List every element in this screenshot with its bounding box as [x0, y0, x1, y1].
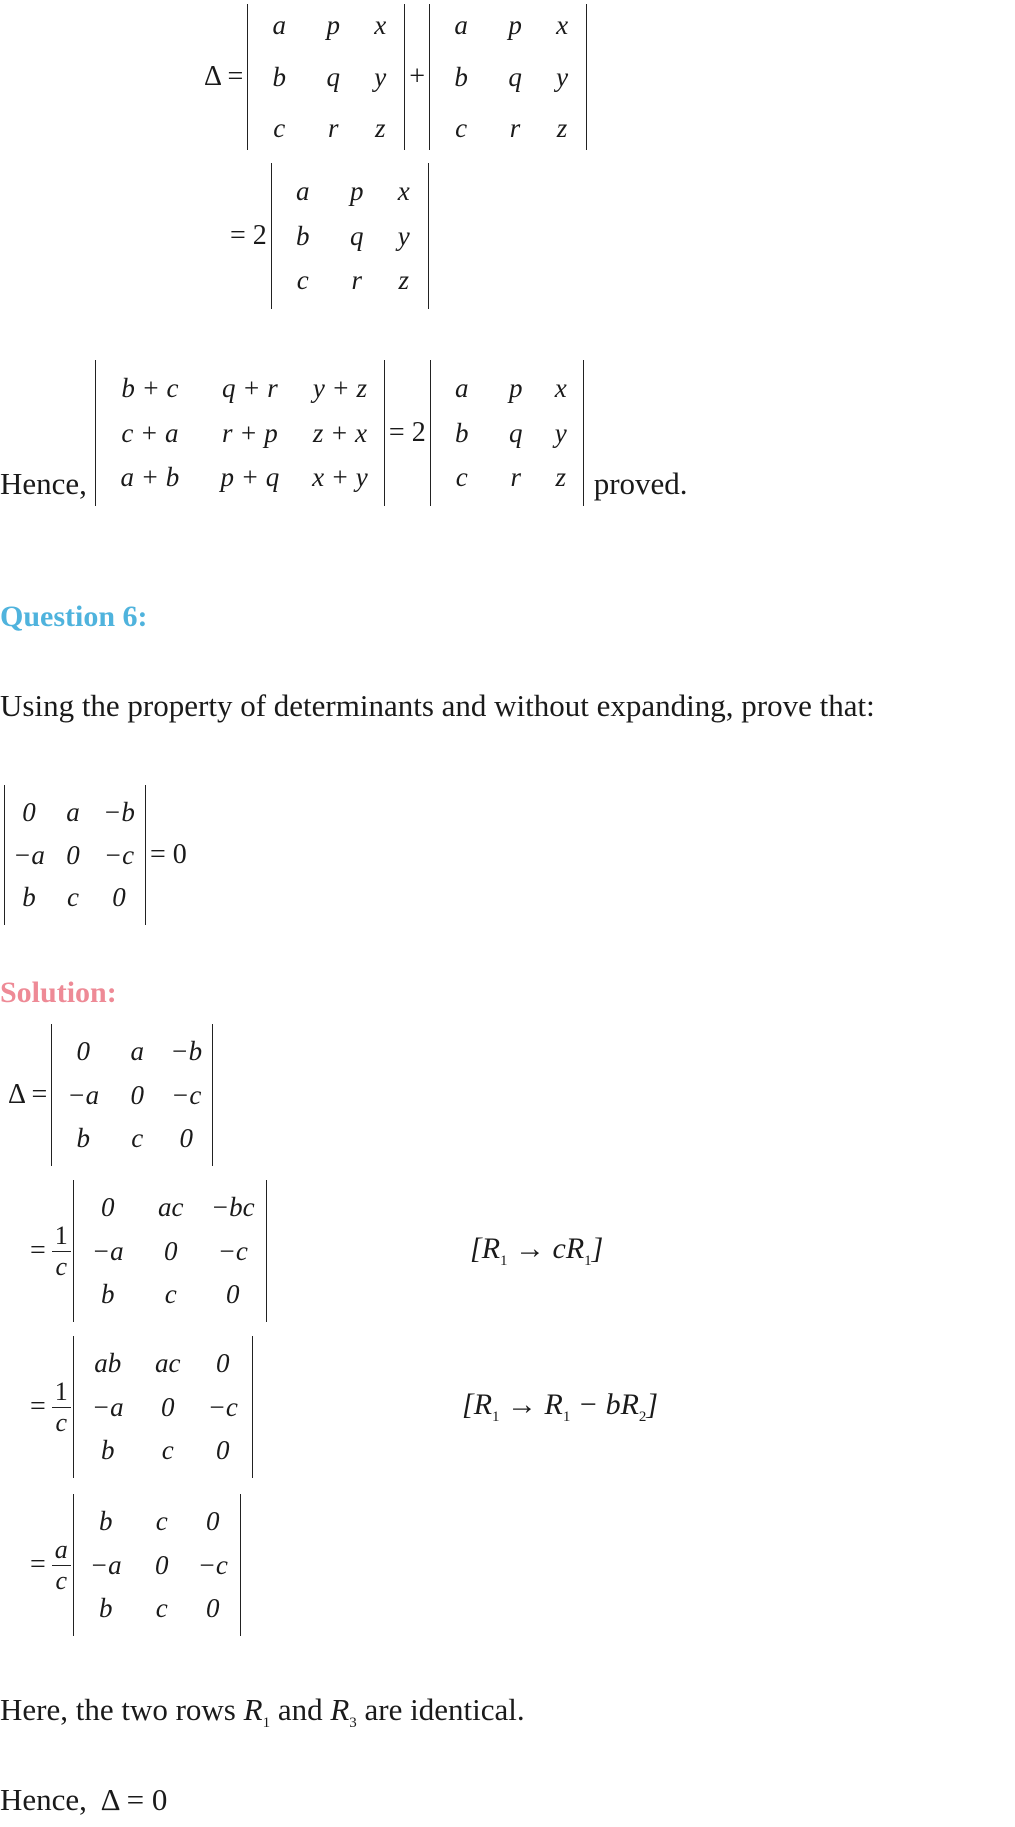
equation-delta-sum [200, 4, 587, 150]
determinant-entry: −c [197, 1549, 228, 1580]
determinant-entry: c [131, 1122, 144, 1153]
row-symbol: R [544, 1388, 563, 1421]
final-conclusion [0, 1782, 167, 1818]
determinant-entry: 0 [216, 1348, 230, 1379]
determinant-entry: 0 [206, 1506, 220, 1537]
determinant-entry: 0 [226, 1278, 240, 1309]
determinant-entry: z [556, 112, 568, 143]
determinant-entry: −b [103, 796, 135, 827]
determinant-entry: a [272, 10, 287, 41]
row-symbol: cR [552, 1232, 585, 1265]
determinant-entry: b [101, 1278, 115, 1309]
question-heading: Question 6: [0, 600, 148, 633]
subscript: 1 [262, 1715, 271, 1732]
fraction [52, 1377, 71, 1438]
determinant-entry: 0 [206, 1592, 220, 1623]
determinant-entry: p [350, 176, 364, 207]
fraction-denominator: c [55, 1407, 68, 1437]
determinant-entry: q + r [222, 373, 278, 404]
determinant-entry: 0 [216, 1434, 230, 1465]
determinant-entry: −bc [210, 1192, 255, 1223]
determinant-entry: r [328, 112, 339, 143]
fraction-denominator: c [55, 1251, 68, 1281]
determinant-entry: z [398, 264, 410, 295]
determinant-entry: 0 [76, 1036, 91, 1067]
determinant-entry: x + y [312, 461, 368, 492]
determinant-entry: a [130, 1036, 145, 1067]
subscript: 3 [349, 1715, 357, 1732]
fraction-denominator: c [55, 1565, 68, 1595]
determinant-entry: a + b [120, 461, 180, 492]
determinant-entry: q [350, 220, 364, 251]
determinant-entry: q [326, 61, 341, 92]
determinant-entry: −c [103, 839, 135, 870]
conclusion-hence-proved [0, 360, 688, 506]
determinant-entry: b [76, 1122, 91, 1153]
determinant-entry: y [556, 61, 569, 92]
determinant [73, 1336, 253, 1478]
determinant [73, 1180, 267, 1322]
subscript: 1 [500, 1253, 508, 1269]
determinant-entry: r [509, 112, 521, 143]
determinant-entry: c [155, 1592, 168, 1623]
determinant-entry: 0 [164, 1235, 178, 1266]
determinant-entry: 0 [130, 1079, 145, 1110]
determinant-entry: b [272, 61, 287, 92]
row-symbol: R [481, 1232, 501, 1265]
fraction-numerator: a [52, 1535, 71, 1566]
determinant-entry: b [99, 1592, 113, 1623]
identical-rows-remark [0, 1692, 525, 1741]
determinant [271, 163, 429, 309]
solution-step-1 [4, 1024, 213, 1166]
determinant-entry: y [397, 220, 410, 251]
determinant-entry: x [374, 10, 387, 41]
determinant-entry: ac [158, 1192, 184, 1223]
remark-text: are identical. [364, 1692, 525, 1727]
row-symbol: − bR [570, 1388, 639, 1421]
fraction-numerator: 1 [52, 1377, 71, 1408]
determinant-entry: x [556, 10, 569, 41]
determinant-entry: a [454, 373, 469, 404]
determinant-entry: 0 [22, 796, 36, 827]
determinant-entry: r [510, 461, 521, 492]
subscript: 1 [584, 1253, 592, 1269]
determinant-entry: b [99, 1506, 113, 1537]
determinant-entry: c + a [121, 417, 179, 448]
determinant-entry: p [508, 10, 522, 41]
subscript: 1 [492, 1409, 500, 1425]
determinant-entry: b [101, 1434, 115, 1465]
row-symbol: R [243, 1692, 263, 1727]
determinant-entry: z [375, 112, 386, 143]
determinant [95, 360, 385, 506]
determinant-entry: −a [91, 1235, 124, 1266]
equals-two: = 2 [230, 220, 267, 251]
solution-step-2 [26, 1180, 267, 1322]
determinant-entry: q [508, 61, 522, 92]
equals-zero: = 0 [150, 839, 187, 870]
hence-label: Hence, [0, 466, 87, 501]
plus-sign: + [409, 61, 426, 92]
determinant-entry: x [554, 373, 567, 404]
arrow-icon: → [507, 1388, 538, 1421]
determinant-entry: y [374, 61, 387, 92]
equation-two-times-det [226, 163, 429, 309]
hence-label: Hence, [0, 1782, 87, 1817]
determinant-entry: c [155, 1506, 168, 1537]
determinant-entry: −a [89, 1549, 122, 1580]
determinant-entry: c [164, 1278, 177, 1309]
determinant [73, 1494, 241, 1636]
determinant-entry: x [397, 176, 410, 207]
row-operation-note: $[R_1 \to cR_1]$ [470, 1232, 604, 1269]
determinant-entry: 0 [155, 1549, 169, 1580]
determinant-entry: ac [155, 1348, 181, 1379]
determinant-entry: −b [170, 1036, 203, 1067]
equals-sign: = [30, 1391, 46, 1422]
determinant-entry: ab [94, 1348, 122, 1379]
fraction [52, 1535, 71, 1596]
solution-step-3 [26, 1336, 253, 1478]
determinant-entry: −c [217, 1235, 248, 1266]
determinant-entry: 0 [101, 1192, 115, 1223]
determinant-entry: p [326, 10, 341, 41]
determinant [429, 4, 587, 150]
fraction-numerator: 1 [52, 1221, 71, 1252]
delta-lhs: Δ = [8, 1079, 48, 1110]
row-operation-note: $[R_1 \to R_1 - bR_2]$ [462, 1388, 659, 1425]
arrow-icon: → [515, 1232, 546, 1265]
subscript: 2 [638, 1409, 647, 1425]
determinant-entry: c [273, 112, 286, 143]
equals-two: = 2 [388, 417, 426, 448]
determinant [247, 4, 405, 150]
remark-text: and [277, 1692, 323, 1727]
determinant-entry: 0 [161, 1391, 175, 1422]
determinant [430, 360, 584, 506]
determinant-entry: −c [207, 1391, 238, 1422]
determinant-entry: 0 [179, 1122, 194, 1153]
determinant-entry: c [296, 264, 309, 295]
row-symbol: R [473, 1388, 493, 1421]
determinant-entry: c [455, 112, 468, 143]
equals-sign: = [30, 1549, 46, 1580]
determinant-entry: c [161, 1434, 174, 1465]
determinant-entry: y [554, 417, 567, 448]
solution-heading: Solution: [0, 976, 117, 1009]
proved-label: proved. [593, 466, 688, 501]
determinant-entry: c [67, 882, 79, 913]
fraction [52, 1221, 71, 1282]
question-prompt: Using the property of determinants and without expanding, prove that: [0, 688, 875, 723]
question-equation [4, 785, 191, 925]
delta-equals-zero: Δ = 0 [100, 1782, 168, 1817]
solution-step-4 [26, 1494, 241, 1636]
subscript: 1 [562, 1409, 571, 1425]
determinant-entry: −a [67, 1079, 100, 1110]
determinant [4, 785, 146, 925]
determinant-entry: b [22, 882, 36, 913]
determinant-entry: r + p [222, 417, 278, 448]
determinant-entry: b + c [121, 373, 179, 404]
determinant-entry: a [454, 10, 468, 41]
row-symbol: R [330, 1692, 350, 1727]
determinant-entry: a [66, 796, 80, 827]
determinant-entry: p + q [220, 461, 280, 492]
determinant-entry: b [454, 417, 469, 448]
determinant-entry: b [296, 220, 310, 251]
determinant-entry: −c [171, 1079, 202, 1110]
determinant-entry: z + x [312, 417, 368, 448]
determinant-entry: q [508, 417, 523, 448]
determinant-entry: 0 [112, 882, 126, 913]
remark-text: Here, the two rows [0, 1692, 236, 1727]
determinant-entry: 0 [66, 839, 80, 870]
equals-sign: = [30, 1235, 46, 1266]
determinant [51, 1024, 213, 1166]
determinant-entry: y + z [312, 373, 368, 404]
determinant-entry: −a [91, 1391, 124, 1422]
determinant-entry: −a [13, 839, 45, 870]
determinant-entry: z [555, 461, 566, 492]
determinant-entry: a [296, 176, 310, 207]
determinant-entry: r [351, 264, 363, 295]
delta-lhs: Δ = [204, 61, 244, 92]
determinant-entry: c [455, 461, 468, 492]
determinant-entry: b [454, 61, 468, 92]
determinant-entry: p [508, 373, 523, 404]
